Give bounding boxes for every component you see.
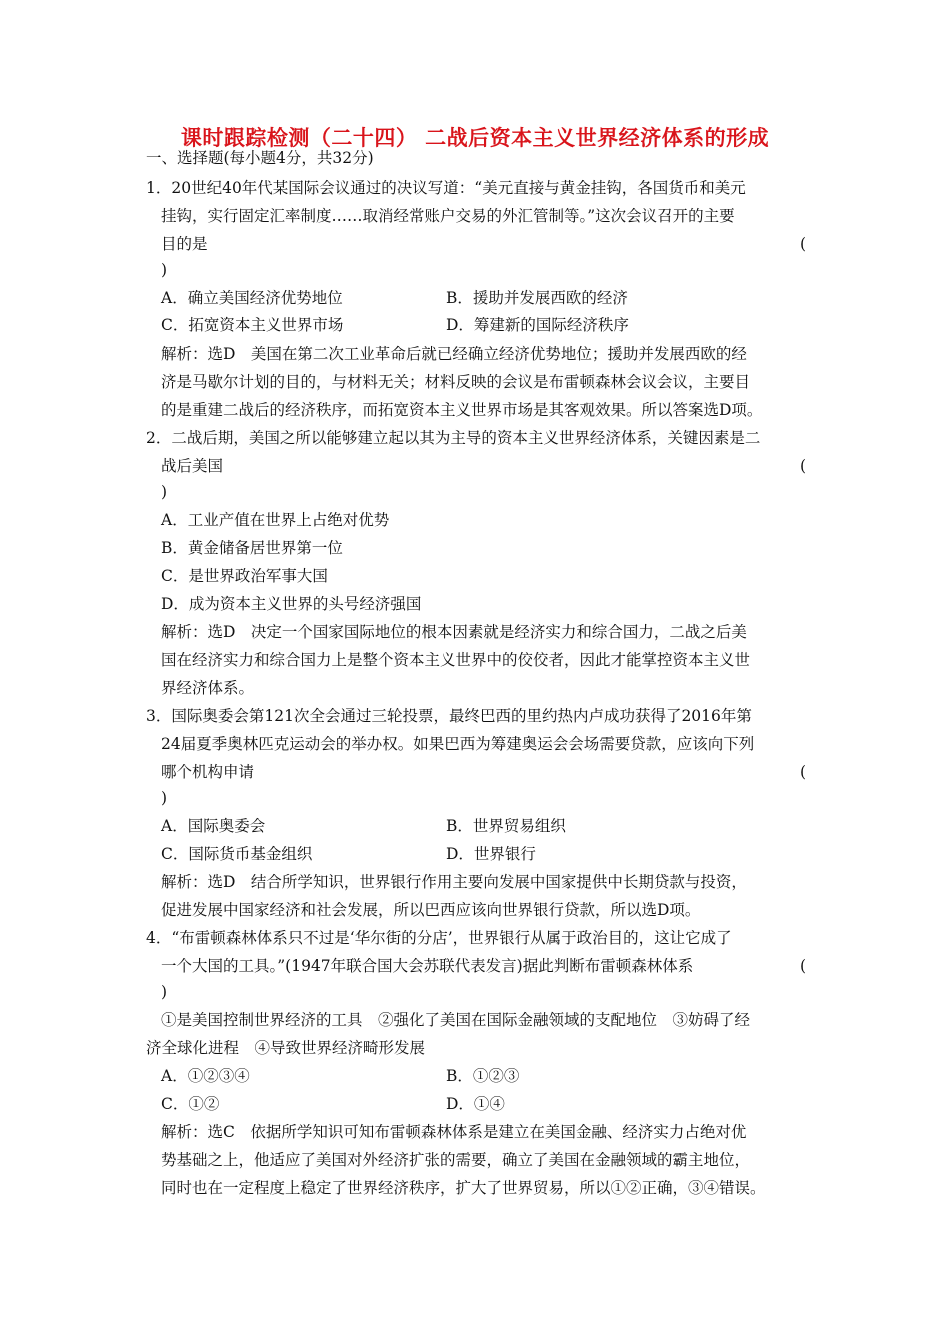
- question-4-line-2: 一个大国的工具。”(1947年联合国大会苏联代表发言)据此判断布雷顿森林体系: [161, 957, 694, 975]
- question-2-analysis-2: 国在经济实力和综合国力上是整个资本主义世界中的佼佼者，因此才能掌控资本主义世: [161, 651, 751, 669]
- question-3-option-a: A．国际奥委会: [161, 817, 266, 835]
- question-1-paren-close: ): [161, 261, 168, 279]
- question-4-line-1: 4．“布雷顿森林体系只不过是‘华尔街的分店’，世界银行从属于政治目的，这让它成了: [146, 929, 732, 947]
- question-3-line-3: 哪个机构申请: [161, 763, 255, 781]
- question-3-analysis-2: 促进发展中国家经济和社会发展，所以巴西应该向世界银行贷款，所以选D项。: [161, 901, 701, 919]
- question-1-analysis-1: 解析：选D 美国在第二次工业革命后就已经确立经济优势地位；援助并发展西欧的经: [161, 345, 747, 363]
- question-2-analysis-1: 解析：选D 决定一个国家国际地位的根本因素就是经济实力和综合国力，二战之后美: [161, 623, 747, 641]
- question-4-items-2: 济全球化进程 ④导致世界经济畸形发展: [146, 1039, 426, 1057]
- question-1-analysis-3: 的是重建二战后的经济秩序，而拓宽资本主义世界市场是其客观效果。所以答案选D项。: [161, 401, 763, 419]
- question-3-analysis-1: 解析：选D 结合所学知识，世界银行作用主要向发展中国家提供中长期贷款与投资，: [161, 873, 747, 891]
- question-4-paren-close: ): [161, 983, 168, 1001]
- question-4-analysis-2: 势基础之上，他适应了美国对外经济扩张的需要，确立了美国在金融领域的霸主地位，: [161, 1151, 751, 1169]
- question-4-analysis-3: 同时也在一定程度上稳定了世界经济秩序，扩大了世界贸易，所以①②正确，③④错误。: [161, 1179, 766, 1197]
- question-4-option-d: D．①④: [446, 1095, 505, 1113]
- question-3-paren-open: (: [800, 763, 807, 781]
- question-3-line-2: 24届夏季奥林匹克运动会的举办权。如果巴西为筹建奥运会会场需要贷款，应该向下列: [161, 735, 755, 753]
- question-3-option-d: D．世界银行: [446, 845, 536, 863]
- question-4-option-c: C．①②: [161, 1095, 220, 1113]
- question-2-option-a: A．工业产值在世界上占绝对优势: [161, 511, 390, 529]
- question-2-paren-open: (: [800, 457, 807, 475]
- question-2-analysis-3: 界经济体系。: [161, 679, 255, 697]
- question-2-line-2: 战后美国: [161, 457, 224, 475]
- question-4-paren-open: (: [800, 957, 807, 975]
- section-heading: 一、选择题(每小题4分，共32分): [146, 149, 374, 167]
- question-1-paren-open: (: [800, 235, 807, 253]
- question-4-option-b: B．①②③: [446, 1067, 520, 1085]
- question-3-option-c: C．国际货币基金组织: [161, 845, 313, 863]
- question-4-items-1: ①是美国控制世界经济的工具 ②强化了美国在国际金融领域的支配地位 ③妨碍了经: [161, 1011, 751, 1029]
- question-1-option-b: B．援助并发展西欧的经济: [446, 289, 628, 307]
- question-2-line-1: 2．二战后期，美国之所以能够建立起以其为主导的资本主义世界经济体系，关键因素是二: [146, 429, 761, 447]
- question-3-paren-close: ): [161, 789, 168, 807]
- question-1-line-1: 1．20世纪40年代某国际会议通过的决议写道：“美元直接与黄金挂钩，各国货币和美元: [146, 179, 746, 197]
- question-2-option-b: B．黄金储备居世界第一位: [161, 539, 343, 557]
- question-1-option-a: A．确立美国经济优势地位: [161, 289, 343, 307]
- question-1-line-2: 挂钩，实行固定汇率制度……取消经常账户交易的外汇管制等。”这次会议召开的主要: [161, 207, 735, 225]
- question-2-option-c: C．是世界政治军事大国: [161, 567, 328, 585]
- question-1-line-3: 目的是: [161, 235, 208, 253]
- question-1-analysis-2: 济是马歇尔计划的目的，与材料无关；材料反映的会议是布雷顿森林会议会议，主要目: [161, 373, 751, 391]
- question-4-option-a: A．①②③④: [161, 1067, 250, 1085]
- question-2-option-d: D．成为资本主义世界的头号经济强国: [161, 595, 422, 613]
- question-2-paren-close: ): [161, 483, 168, 501]
- page-title: 课时跟踪检测（二十四） 二战后资本主义世界经济体系的形成: [180, 126, 770, 150]
- question-3-line-1: 3．国际奥委会第121次全会通过三轮投票，最终巴西的里约热内卢成功获得了2016年第: [146, 707, 752, 725]
- question-1-option-d: D．筹建新的国际经济秩序: [446, 316, 629, 334]
- question-3-option-b: B．世界贸易组织: [446, 817, 566, 835]
- question-4-analysis-1: 解析：选C 依据所学知识可知布雷顿森林体系是建立在美国金融、经济实力占绝对优: [161, 1123, 747, 1141]
- question-1-option-c: C．拓宽资本主义世界市场: [161, 316, 344, 334]
